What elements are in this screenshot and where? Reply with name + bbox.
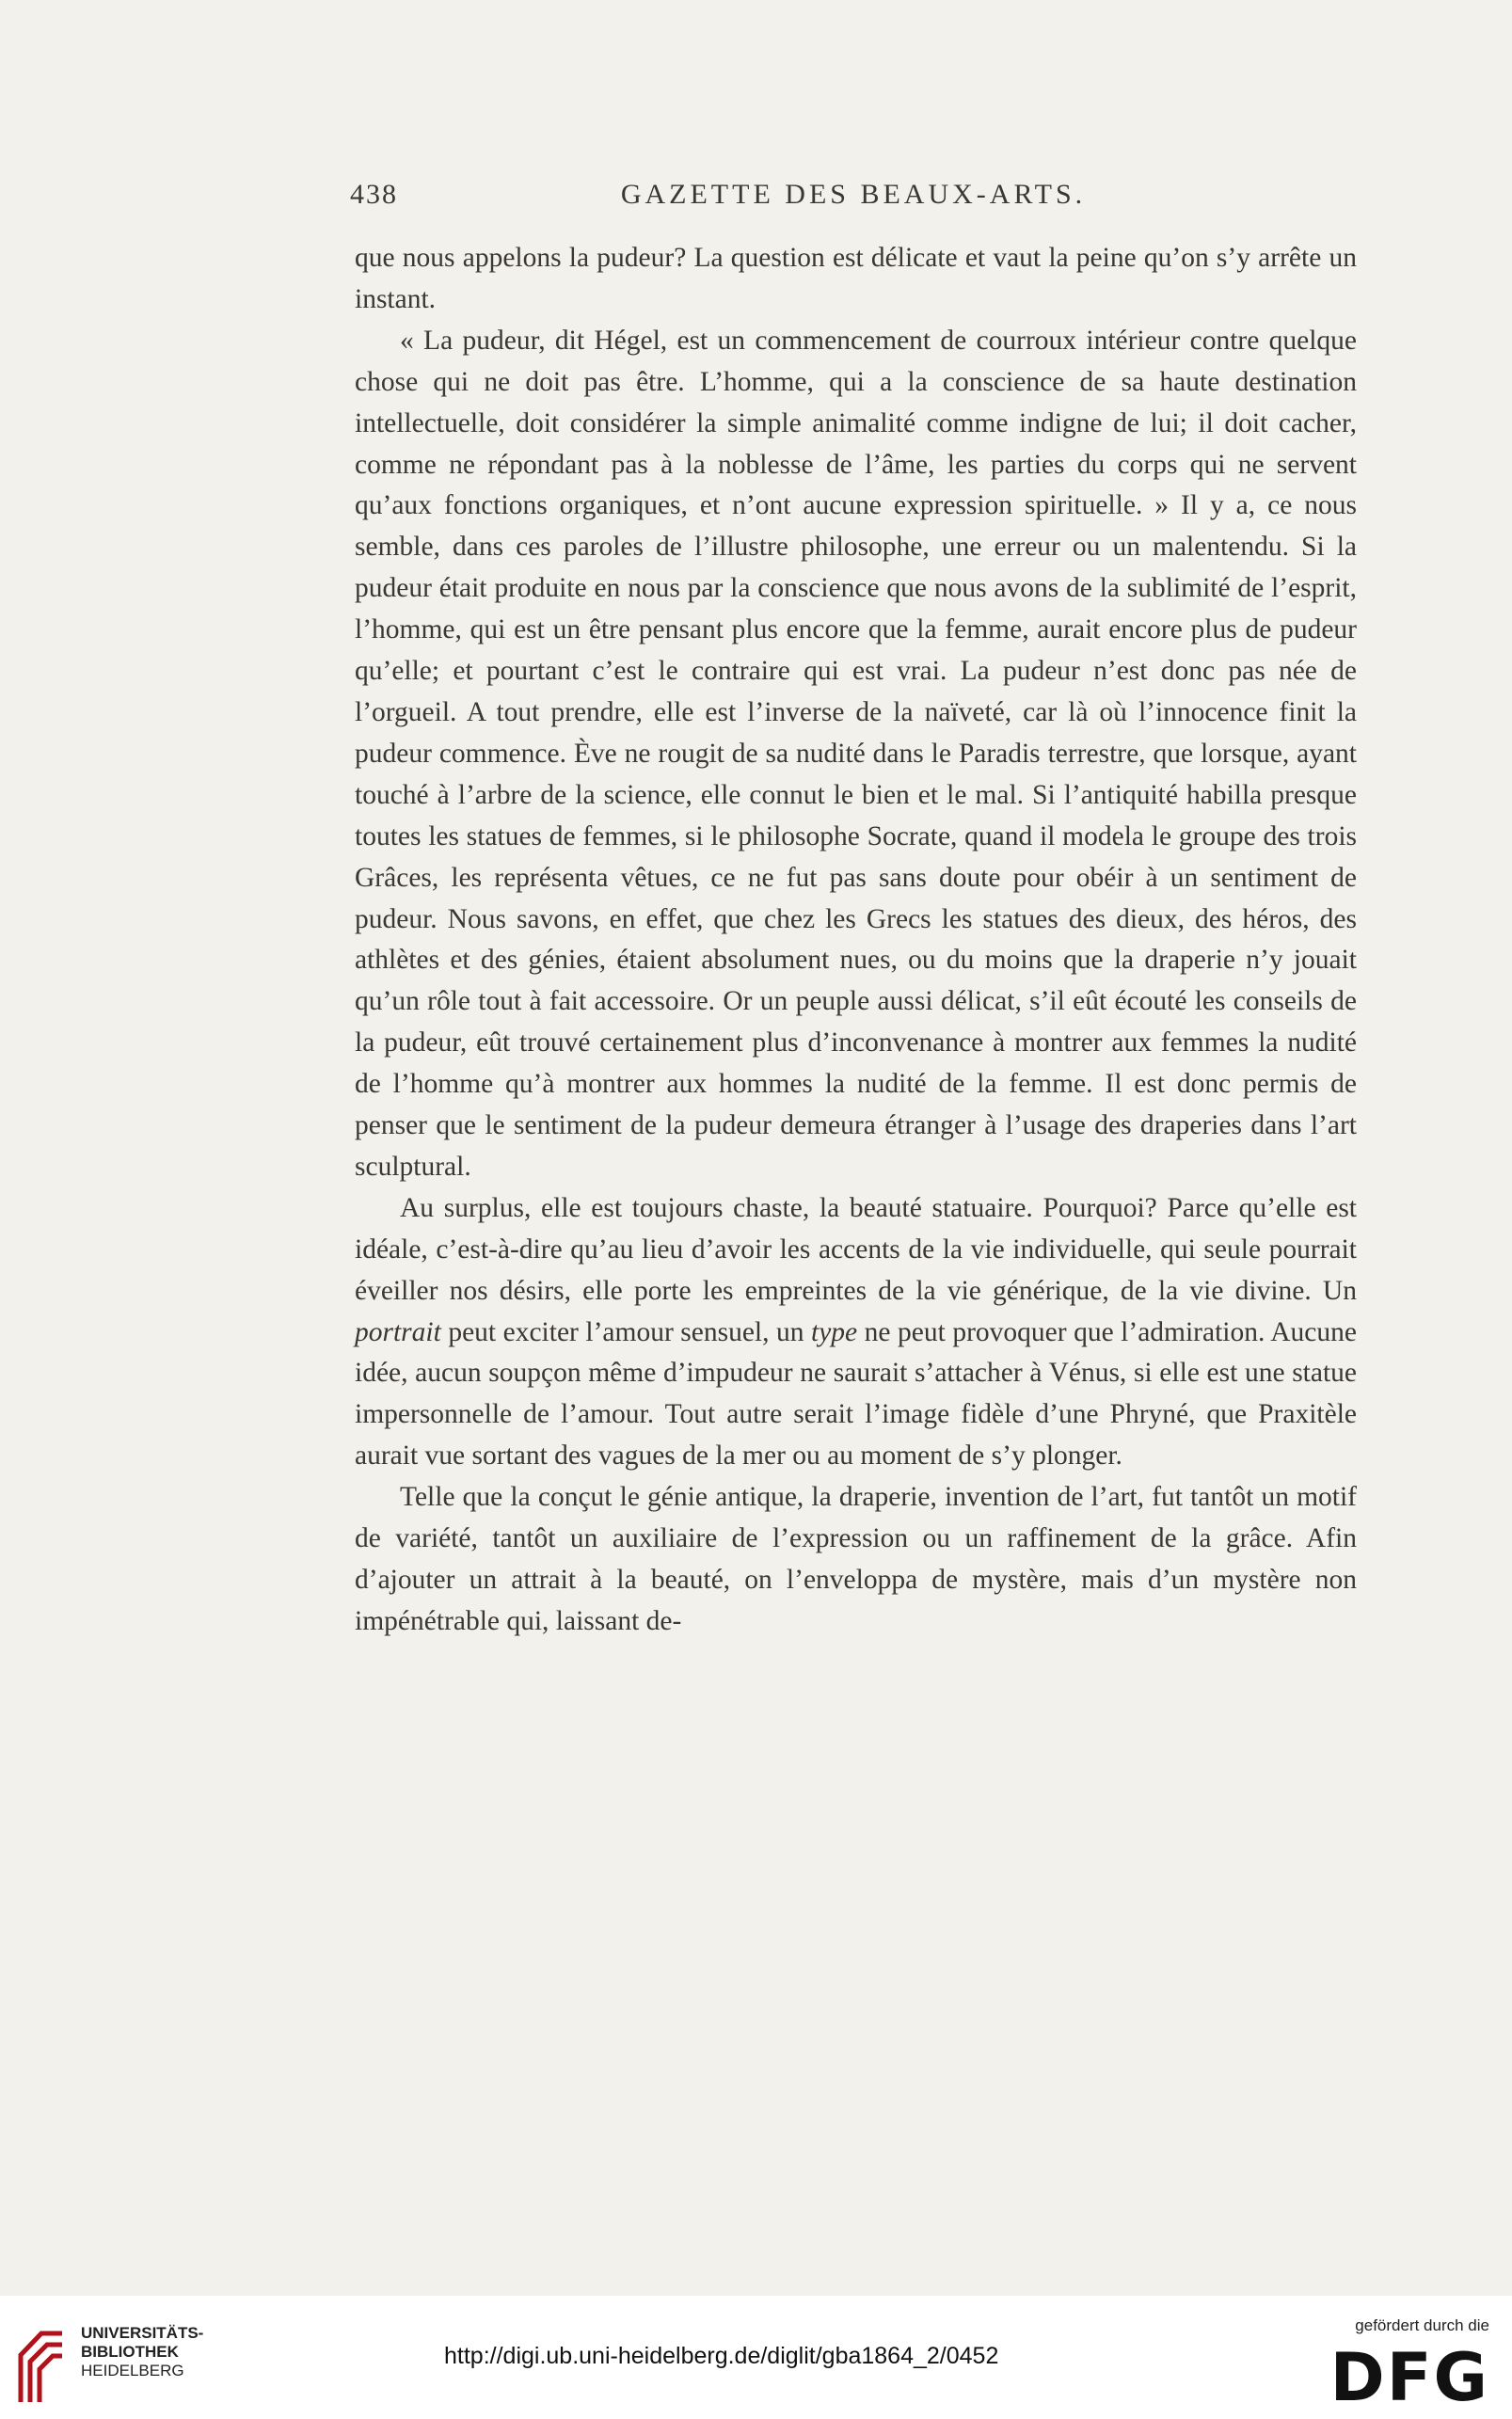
library-name: UNIVERSITÄTS- BIBLIOTHEK HEIDELBERG bbox=[81, 2324, 204, 2379]
digitization-footer bbox=[0, 2296, 1512, 2419]
library-logo-icon bbox=[13, 2322, 70, 2407]
italic-portrait: portrait bbox=[355, 1316, 441, 1347]
paragraph-3-part-3: ne peut provoquer que l’admiration. Aucune idée, aucun soupçon même d’impudeur ne saurait s’attacher à Vénus, si elle est une statue impersonnelle de l’amour. Tout autre serait l’image fidèle d’une Phryné, que Praxitèle aurait vue sortant des vagues de la mer ou au moment de s’y plonger. bbox=[355, 1316, 1357, 1472]
permalink-url[interactable]: http://digi.ub.uni-heidelberg.de/diglit/gba1864_2/0452 bbox=[444, 2343, 999, 2369]
paragraph-2: « La pudeur, dit Hégel, est un commencement de courroux intérieur contre quelque chose qui ne doit pas être. L’homme, qui a la conscience de sa haute destination intellectuelle, doit considérer la simple animalité comme indigne de lui; il doit cacher, comme ne répondant pas à la noblesse de l’âme, les parties du corps qui ne servent qu’aux fonctions organiques, et n’ont aucune expression spirituelle. » Il y a, ce nous semble, dans ces paroles de l’illustre philosophe, une erreur ou un malentendu. Si la pudeur était produite en nous par la conscience que nous avons de la sublimité de l’esprit, l’homme, qui est un être pensant plus encore que la femme, aurait encore plus de pudeur qu’elle; et pourtant c’est le contraire qui est vrai. La pudeur n’est donc pas née de l’orgueil. A tout prendre, elle est l’inverse de la naïveté, car là où l’innocence finit la pudeur commence. Ève ne rougit de sa nudité dans le Paradis terrestre, que lorsque, ayant touché à l’arbre de la science, elle connut le bien et le mal. Si l’antiquité habilla presque toutes les statues de femmes, si le philosophe Socrate, quand il modela le groupe des trois Grâces, les représenta vêtues, ce ne fut pas sans doute pour obéir à un sentiment de pudeur. Nous savons, en effet, que chez les Grecs les statues des dieux, des héros, des athlètes et des génies, étaient absolument nues, ou du moins que la draperie n’y jouait qu’un rôle tout à fait accessoire. Or un peuple aussi délicat, s’il eût écouté les conseils de la pudeur, eût trouvé certainement plus d’inconvenance à montrer aux femmes la nudité de l’homme qu’à montrer aux hommes la nudité de la femme. Il est donc permis de penser que le sentiment de la pudeur demeura étranger à l’usage des draperies dans l’art sculptural. bbox=[355, 325, 1357, 1182]
italic-type: type bbox=[811, 1316, 858, 1347]
running-title: GAZETTE DES BEAUX-ARTS. bbox=[620, 179, 1087, 210]
dfg-logo: DFG bbox=[1329, 2339, 1489, 2416]
paragraph-3-part-2: peut exciter l’amour sensuel, un bbox=[440, 1316, 812, 1347]
body-text bbox=[355, 238, 1357, 1643]
page-number: 438 bbox=[350, 179, 398, 210]
paragraph-1: que nous appelons la pudeur? La question est délicate et vaut la peine qu’on s’y arrête un instant. bbox=[355, 243, 1357, 314]
paragraph-3-part-1: Au surplus, elle est toujours chaste, la beauté statuaire. Pourquoi? Parce qu’elle est idéale, c’est-à-dire qu’au lieu d’avoir les accents de la vie individuelle, qui seule pourrait éveiller nos désirs, elle porte les empreintes de la vie générique, de la vie divine. Un bbox=[355, 1192, 1357, 1306]
paragraph-3 bbox=[355, 1188, 1357, 1477]
paragraph-4: Telle que la conçut le génie antique, la draperie, invention de l’art, fut tantôt un motif de variété, tantôt un auxiliaire de l’expression ou un raffinement de la grâce. Afin d’ajouter un attrait à la beauté, on l’enveloppa de mystère, mais d’un mystère non impénétrable qui, laissant de- bbox=[355, 1482, 1357, 1636]
funding-note: gefördert durch die bbox=[1355, 2316, 1489, 2334]
